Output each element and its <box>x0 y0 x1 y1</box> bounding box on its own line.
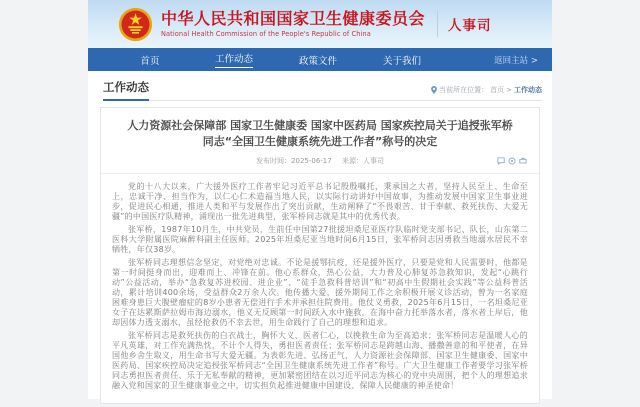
header-divider <box>437 11 438 37</box>
share-wechat-icon[interactable] <box>497 157 505 165</box>
national-emblem-logo <box>118 7 153 42</box>
nav-item-policy-documents[interactable]: 政策文件 <box>298 55 337 67</box>
article-title: 人力资源社会保障部 国家卫生健康委 国家中医药局 国家疾控局关于追授张军桥同志“全国卫生健康系统先进工作者”称号的决定 <box>127 119 513 148</box>
article-paragraph: 党的十八大以来，广大援外医疗工作者牢记习近平总书记殷殷嘱托，秉承国之大者，坚持人民至上、生命至上，忠诚干净、担当作为，以仁心仁术造福当地人民，以实际行动讲好中国故事，为推动发展中国家卫生事业进步，促进民心相通，推进人类和平与发展作出了突出贡献，生动阐释了“不畏艰苦、甘于奉献、救死扶伤、大爱无疆”的中国医疗队精神，涌现出一批先进典型，张军桥同志就是其中的优秀代表。 <box>112 181 528 221</box>
breadcrumb-current: 工作动态 <box>514 86 542 94</box>
breadcrumb <box>431 85 542 100</box>
breadcrumb-prefix: 当前所在位置： <box>439 86 489 94</box>
breadcrumb-separator: > <box>506 86 512 94</box>
title-divider <box>101 173 539 174</box>
article-paragraph: 张军桥同志是救死扶伤的白衣战士，胸怀大义、医者仁心，以挽救生命为至高追求；张军桥同志是温暖人心的平凡英雄，对工作充满热忱，不计个人得失，勇担医者责任；张军桥同志是跨越山海、播撒善意的和平使者，在异国他乡舍生取义，用生命书写大爱无疆。为表彰先进、弘扬正气，人力资源社会保障部、国家卫生健康委、国家中医药局、国家疾控局决定追授张军桥同志“全国卫生健康系统先进工作者”称号。广大卫生健康工作者要学习张军桥同志勇担医者责任、乐于无私奉献的精神，更加紧密团结在以习近平同志为核心的党中央周围，把个人的理想追求融入党和国家的卫生健康事业之中，切实担负起推进健康中国建设、保障人民健康的神圣使命！ <box>112 330 528 390</box>
print-icon[interactable] <box>519 157 527 165</box>
main-nav <box>88 48 552 71</box>
article-paragraph: 张军桥同志理想信念坚定，对党绝对忠诚。不论是援鄂抗疫，还是援外医疗，只要是党和人民需要时，他都是第一时间挺身而出，迎难而上、冲锋在前。他心系群众，热心公益，大力普及心肺复苏急救知识，发起“心跳行动”公益活动，举办“急救复苏进校园、进企业”、“徒手急救科普培训”和“初高中生假期社会实践”等公益科普活动，累计培训400余场，受益群众2万余人次。他传播大爱，援外期间工作之余积极开展义诊活动，曾为一名家庭困难身患巨大腹壁瘤症的8岁小患者无偿进行手术并承担住院费用。他仗义勇救，2025年6月15日，一名坦桑尼亚女子在达累斯萨拉姆市海边溺水，他义无反顾第一时间跃入水中施救，在海中奋力托举落水者，落水者上岸后，他却因体力透支溺水，虽经抢救仍不幸去世，用生命践行了自己的理想和追求。 <box>112 257 528 327</box>
section-title: 工作动态 <box>103 79 149 101</box>
nav-item-home[interactable]: 首页 <box>140 55 160 67</box>
article-paragraph: 张军桥，1987年10月生，中共党员，生前任中国第27批援坦桑尼亚医疗队临时党支部书记、队长，山东第二医科大学附属医院麻醉科副主任医师。2025年坦桑尼亚当地时间6月15日，张军桥同志因勇救当地溺水居民不幸牺牲，年仅38岁。 <box>112 224 528 254</box>
source-label: 来源： <box>341 156 363 165</box>
location-pin-icon <box>431 86 437 94</box>
site-header <box>88 0 552 48</box>
back-to-main-site-link[interactable]: 返回主站 > <box>494 55 538 66</box>
article-body <box>111 182 529 391</box>
org-title-block <box>161 10 425 38</box>
article-meta <box>111 155 529 167</box>
department-name: 人事司 <box>448 18 492 34</box>
org-name-cn: 中华人民共和国国家卫生健康委员会 <box>161 9 426 29</box>
nav-item-work-updates[interactable]: 工作动态 <box>192 48 276 71</box>
nav-item-about-us[interactable]: 关于我们 <box>382 55 421 67</box>
share-weibo-icon[interactable] <box>508 157 516 165</box>
source-value: 人事司 <box>362 156 384 165</box>
publish-date: 2025-06-17 <box>291 156 332 165</box>
article-card <box>100 107 540 404</box>
site-column <box>88 0 552 399</box>
content-area <box>88 71 552 399</box>
share-toolbar <box>497 157 527 165</box>
org-name-en: National Health Commission of the People's Republic of China <box>161 29 371 38</box>
section-header <box>103 79 542 101</box>
publish-time-label: 发布时间： <box>256 156 292 165</box>
breadcrumb-home-link[interactable]: 首页 <box>490 86 505 94</box>
